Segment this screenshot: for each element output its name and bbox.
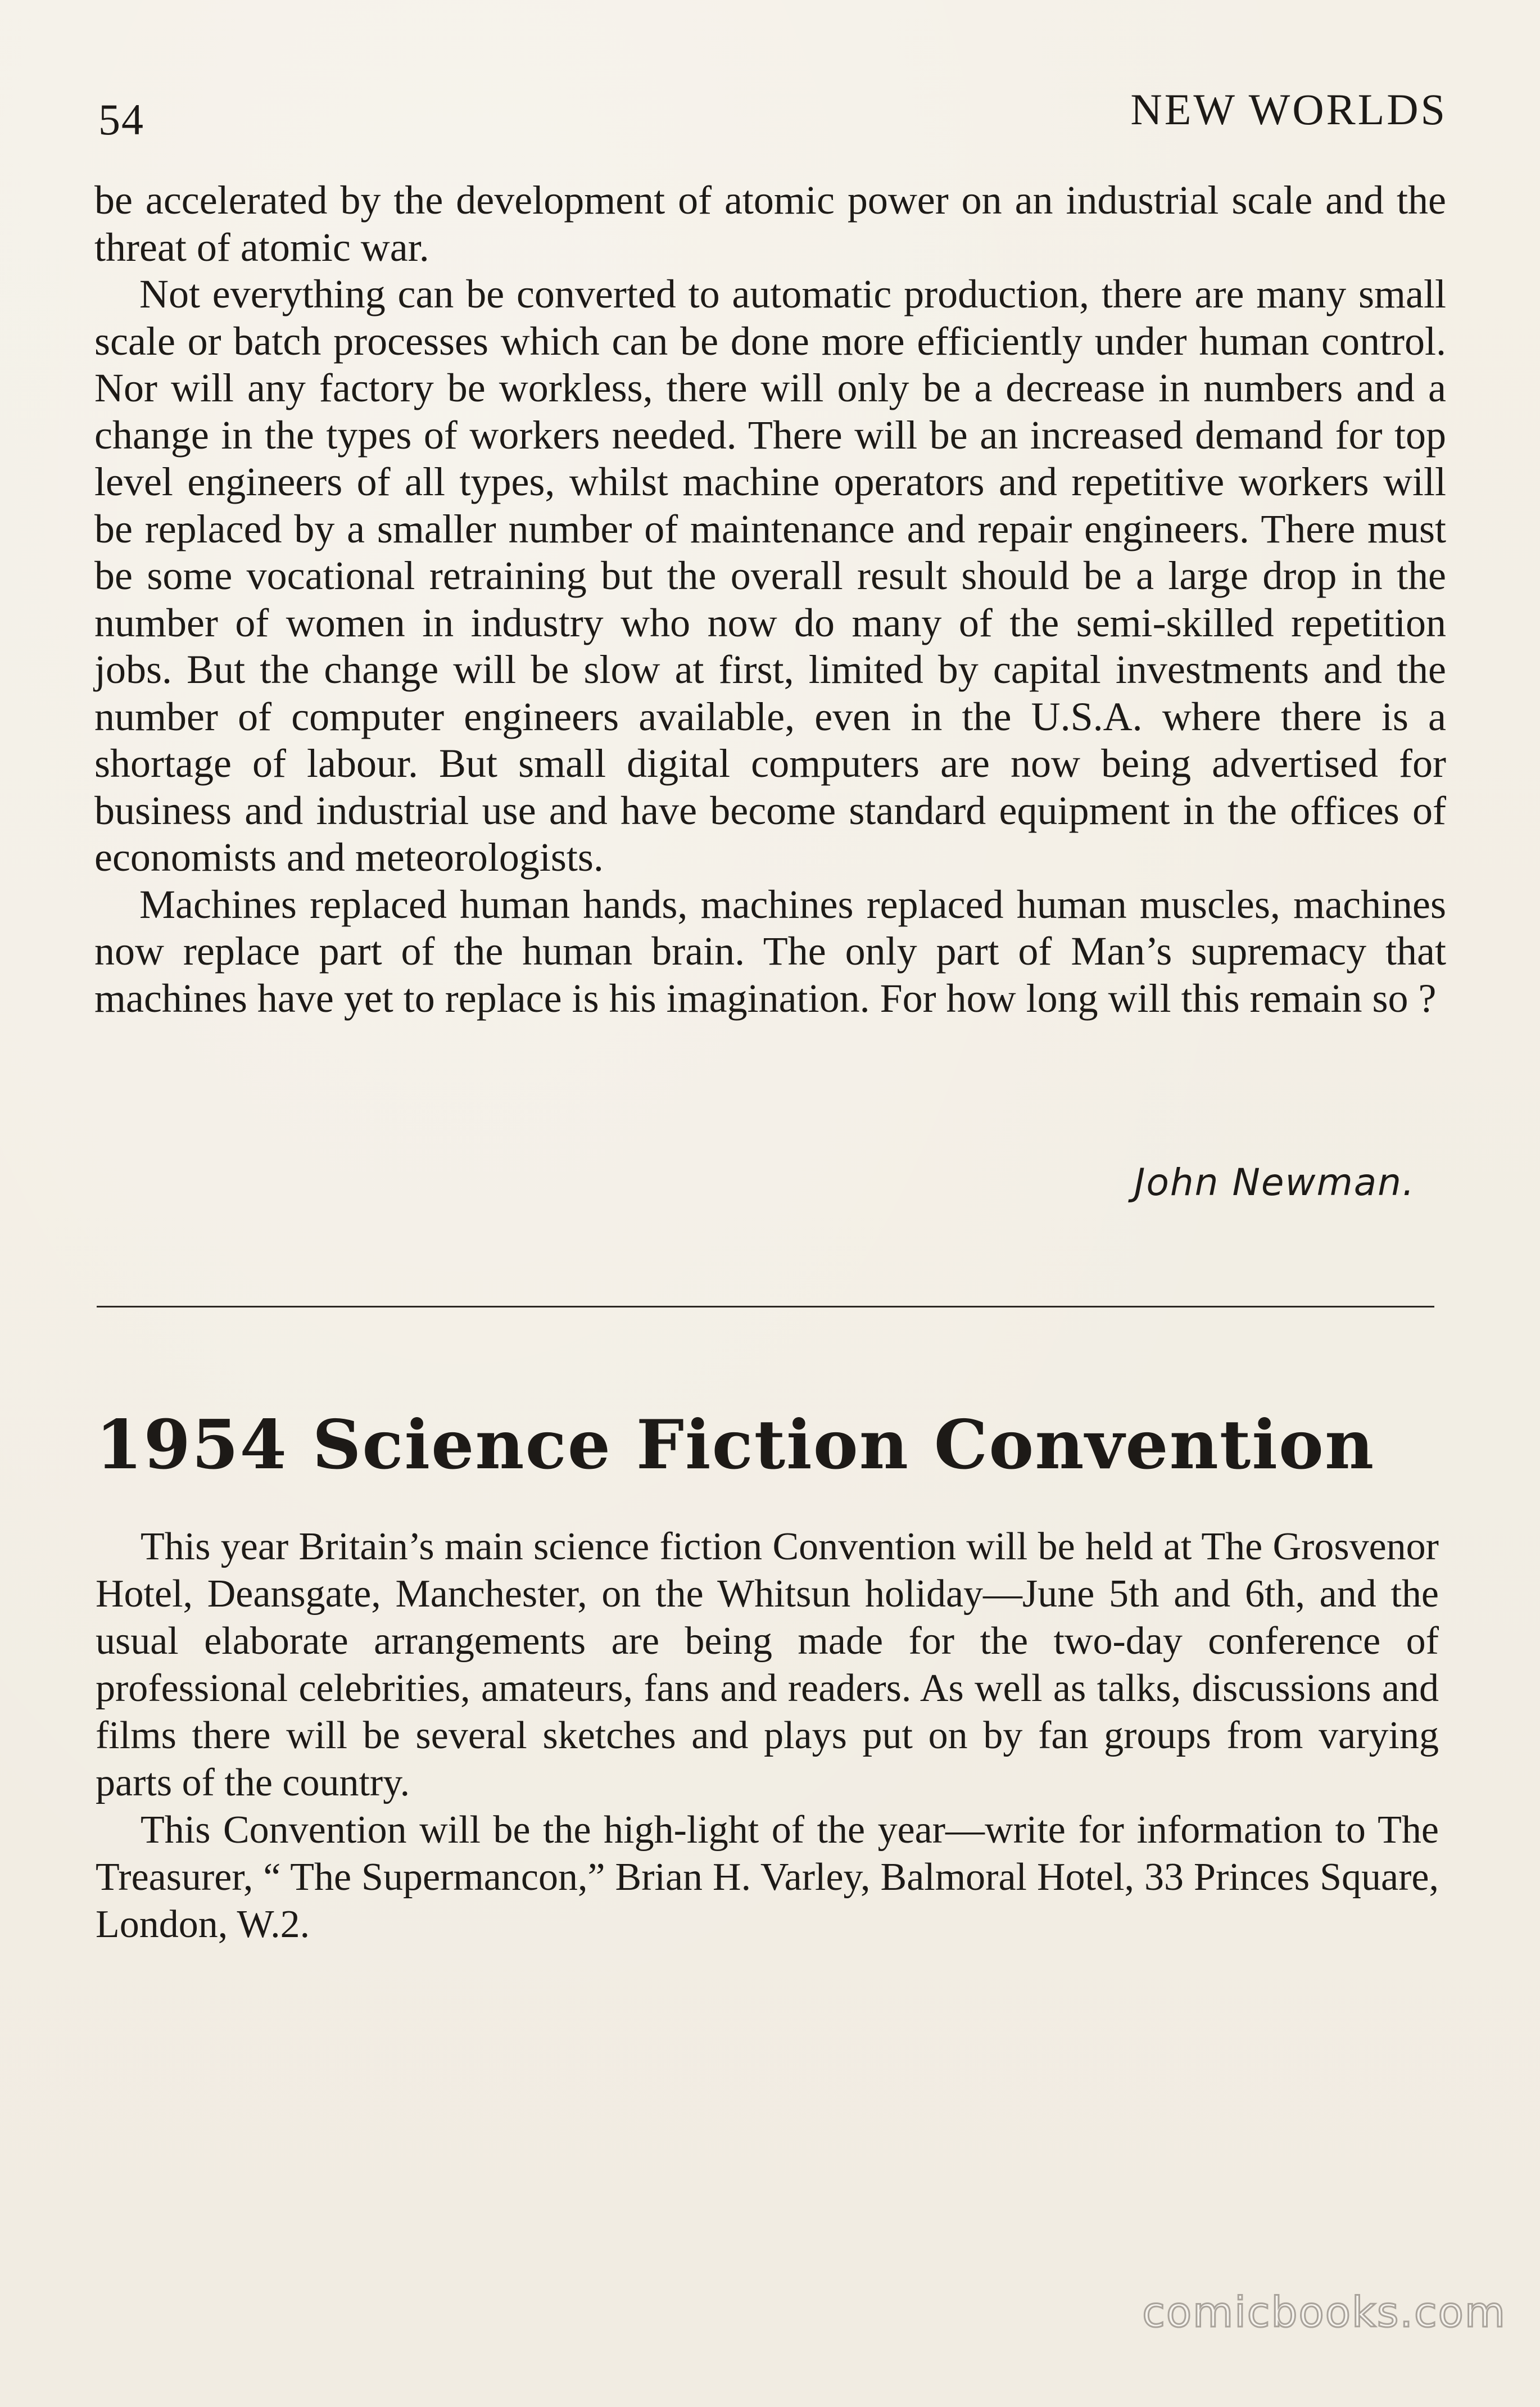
article-paragraph: Machines replaced human hands, machines replaced human muscles, machines now replace part of the human brain. The only part of Man’s supremacy that machines have yet to replace is his imagination. For how long will this remain so ? — [94, 881, 1446, 1021]
section-heading: 1954 Science Fiction Convention — [96, 1405, 1375, 1485]
article-paragraph: Not everything can be converted to automatic production, there are many small scale or batch processes which can be done more efficiently under human control. Nor will any factory be workless, there will only be a decrease in numbers and a change in the types of workers needed. There will be an increased demand for top level engineers of all types, whilst machine operators and repetitive workers will be replaced by a smaller number of maintenance and repair engineers. There must be some vocational retraining but the overall result should be a large drop in the number of women in industry who now do many of the semi-skilled repetition jobs. But the change will be slow at first, limited by capital investments and the number of computer engineers available, even in the U.S.A. where there is a shortage of labour. But small digital computers are now being advertised for business and industrial use and have become standard equipment in the offices of economists and meteorologists. — [94, 272, 1446, 880]
page-number: 54 — [98, 95, 144, 144]
watermark: comicbooks.com — [1142, 2288, 1506, 2337]
page-header — [98, 84, 1447, 144]
convention-paragraph: This year Britain’s main science fiction Convention will be held at The Grosvenor Hotel, Deansgate, Manchester, on the Whitsun holiday—June 5th and 6th, and the usual elaborate arrangements are being made for the two-day conference of professional celebrities, amateurs, fans and readers. As well as talks, discussions and films there will be several sketches and plays put on by fan groups from varying parts of the country. — [96, 1525, 1439, 1804]
article-body — [94, 177, 1446, 1022]
article-paragraph: be accelerated by the development of atomic power on an industrial scale and the threat of atomic war. — [94, 178, 1446, 270]
convention-paragraph: This Convention will be the high-light of the year—write for information to The Treasurer, “ The Supermancon,” Brian H. Varley, Balmoral Hotel, 33 Princes Square, London, W.2. — [96, 1808, 1439, 1946]
section-divider — [97, 1306, 1434, 1307]
author-byline: John Newman. — [1134, 1161, 1415, 1204]
convention-body — [96, 1523, 1439, 1948]
running-title: NEW WORLDS — [1130, 85, 1447, 134]
